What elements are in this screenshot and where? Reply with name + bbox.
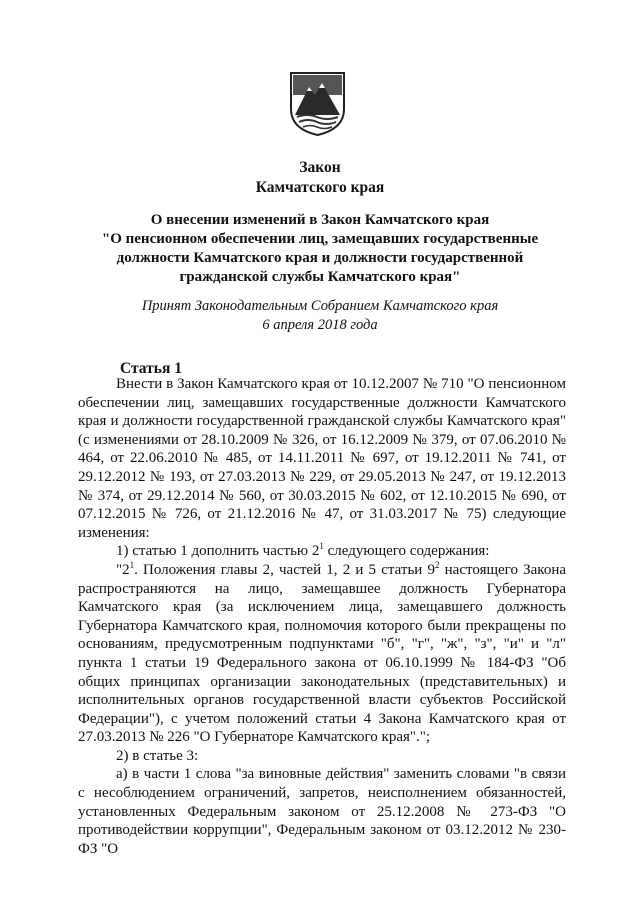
adoption-note xyxy=(60,297,580,335)
law-title-line: "О пенсионном обеспечении лиц, замещавших государственные xyxy=(101,231,539,247)
law-title xyxy=(60,211,580,287)
region-title: Камчатского края xyxy=(255,179,385,196)
kamchatka-coat-of-arms-emblem xyxy=(289,71,346,137)
article-body xyxy=(78,375,566,858)
law-title-line: гражданской службы Камчатского края" xyxy=(179,269,461,285)
adopted-by: Принят Законодательным Собранием Камчатского края xyxy=(141,298,499,314)
law-title-line: должности Камчатского края и должности государственной xyxy=(116,250,524,266)
document-type-title: Закон xyxy=(299,159,341,176)
amendment-item-2a: а) в части 1 слова "за виновные действия" заменить словами "в связи с несоблюдением ограничений, запретов, неисполнением обязанностей, установленных Федеральным законом от 25.12.2008 № 273-ФЗ "О противодействии коррупции", Федеральным законом от 03.12.2012 № 230-ФЗ "О xyxy=(78,766,566,857)
adoption-date: 6 апреля 2018 года xyxy=(262,317,378,333)
article-heading: Статья 1 xyxy=(120,360,182,377)
article-intro-paragraph: Внести в Закон Камчатского края от 10.12.2007 № 710 "О пенсионном обеспечении лиц, замещавших государственные должности Камчатского края и должности государственной гражданской службы Камчатского края" (с изменениями от 28.10.2009 № 326, от 16.12.2009 № 379, от 07.06.2010 № 464, от 22.06.2010 № 485, от 14.11.2011 № 697, от 19.12.2011 № 741, от 29.12.2012 № 193, от 27.03.2013 № 229, от 29.05.2013 № 247, от 19.12.2013 № 374, от 29.12.2014 № 560, от 30.03.2015 № 602, от 12.10.2015 № 690, от 07.12.2015 № 726, от 21.12.2016 № 47, от 31.03.2017 № 75) следующие изменения: xyxy=(78,376,566,541)
law-title-line: О внесении изменений в Закон Камчатского края xyxy=(150,212,490,228)
quoted-new-part: "$2^1$. Положения главы 2, частей 1, 2 и 5 статьи $9^2$ настоящего Закона распространяются на лицо, замещавшее должность Губернатора Камчатского края (за исключением лица, замещавшего должность Губернатора Камчатского края, полномочия которого были прекращены по основаниям, предусмотренным подпунктами "б", "г", "ж", "з", "и" и "л" пункта 1 статьи 19 Федерального закона от 06.10.1999 № 184-ФЗ "Об общих принципах организации законодательных (представительных) и исполнительных органов государственной власти субъектов Российской Федерации"), с учетом положений статьи 4 Закона Камчатского края от 27.03.2013 № 226 "О Губернаторе Камчатского края"."; xyxy=(78,559,567,746)
amendment-item-1: 1) статью 1 дополнить частью $2^1$ следующего содержания: xyxy=(116,541,490,560)
amendment-item-2: 2) в статье 3: xyxy=(116,747,199,764)
